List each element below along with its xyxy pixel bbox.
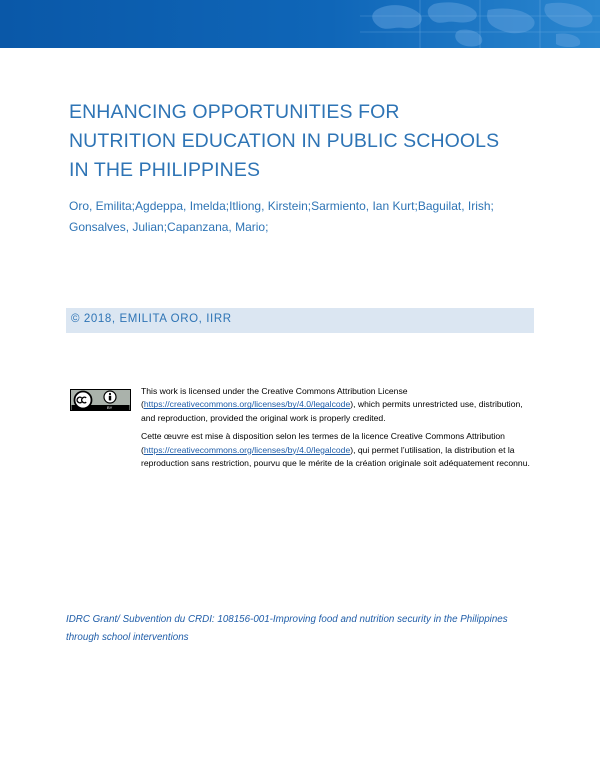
license-english-link[interactable]: https://creativecommons.org/licenses/by/4.0/legalcode xyxy=(143,399,351,410)
license-notice xyxy=(141,385,539,475)
grant-info: IDRC Grant/ Subvention du CRDI: 108156-001-Improving food and nutrition security in the Philippines through school interventions xyxy=(66,614,508,643)
header-banner xyxy=(0,0,600,48)
copyright-bar xyxy=(66,308,534,333)
svg-text:BY: BY xyxy=(107,405,113,411)
creative-commons-by-icon xyxy=(70,389,131,411)
document-title: ENHANCING OPPORTUNITIES FOR NUTRITION EDUCATION IN PUBLIC SCHOOLS IN THE PHILIPPINES xyxy=(69,101,500,181)
world-map-icon xyxy=(360,0,600,48)
license-english xyxy=(141,385,539,425)
license-french-text: Cette œuvre est mise à disposition selon les termes de la licence Creative Commons Attribution ( xyxy=(141,431,505,455)
license-english-text-end: ), which permits unrestricted use, distribution, and reproduction, provided the original work is properly credited. xyxy=(141,399,523,423)
license-french-link[interactable]: https://creativecommons.org/licenses/by/4.0/legalcode xyxy=(143,444,351,455)
license-french-text-end: ), qui permet l’utilisation, la distribution et la reproduction sans restriction, pourvu que le mérite de la création originale soit adéquatement reconnu. xyxy=(141,444,530,469)
author-list: Oro, Emilita;Agdeppa, Imelda;Itliong, Kirstein;Sarmiento, Ian Kurt;Baguilat, Irish; Gonsalves, Julian;Capanzana, Mario; xyxy=(69,199,494,234)
copyright-text: © 2018, EMILITA ORO, IIRR xyxy=(71,313,232,325)
license-french xyxy=(141,430,539,470)
license-english-text: This work is licensed under the Creative Commons Attribution License ( xyxy=(141,386,408,410)
